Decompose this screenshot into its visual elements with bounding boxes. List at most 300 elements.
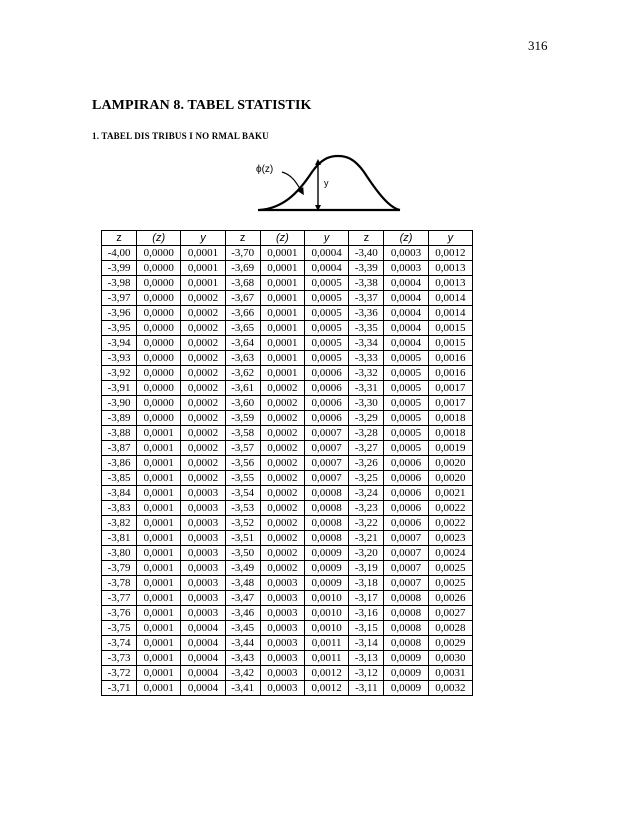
table-cell: 0,0000: [137, 336, 181, 351]
table-row: [102, 636, 473, 651]
table-row: [102, 486, 473, 501]
table-row: [102, 651, 473, 666]
table-cell: 0,0006: [384, 456, 428, 471]
table-cell: 0,0001: [137, 501, 181, 516]
table-cell: -3,54: [225, 486, 260, 501]
column-header: (z): [137, 231, 181, 246]
table-cell: 0,0004: [181, 666, 225, 681]
table-row: [102, 501, 473, 516]
table-cell: -3,61: [225, 381, 260, 396]
table-cell: 0,0006: [384, 486, 428, 501]
column-header: y: [428, 231, 472, 246]
table-row: [102, 381, 473, 396]
table-cell: 0,0009: [384, 681, 428, 696]
table-cell: -3,22: [349, 516, 384, 531]
table-cell: 0,0008: [305, 486, 349, 501]
table-cell: -3,11: [349, 681, 384, 696]
table-cell: -3,33: [349, 351, 384, 366]
table-cell: 0,0002: [260, 441, 304, 456]
table-cell: 0,0004: [384, 291, 428, 306]
table-cell: 0,0005: [384, 381, 428, 396]
table-row: [102, 246, 473, 261]
table-cell: 0,0001: [260, 246, 304, 261]
table-cell: 0,0001: [137, 621, 181, 636]
table-cell: -3,79: [102, 561, 137, 576]
table-cell: 0,0031: [428, 666, 472, 681]
table-row: [102, 531, 473, 546]
table-cell: 0,0005: [305, 351, 349, 366]
table-cell: -3,82: [102, 516, 137, 531]
table-cell: 0,0005: [384, 396, 428, 411]
table-cell: -3,17: [349, 591, 384, 606]
table-cell: 0,0000: [137, 276, 181, 291]
table-cell: 0,0016: [428, 351, 472, 366]
table-row: [102, 576, 473, 591]
table-cell: 0,0006: [305, 381, 349, 396]
table-cell: 0,0002: [181, 441, 225, 456]
table-cell: 0,0003: [260, 576, 304, 591]
normal-curve-figure: [252, 150, 402, 220]
table-cell: 0,0001: [260, 306, 304, 321]
table-cell: 0,0015: [428, 321, 472, 336]
table-cell: 0,0007: [384, 561, 428, 576]
table-cell: 0,0003: [260, 636, 304, 651]
table-cell: 0,0011: [305, 636, 349, 651]
table-cell: 0,0003: [181, 516, 225, 531]
table-cell: 0,0005: [384, 411, 428, 426]
table-cell: 0,0006: [305, 396, 349, 411]
table-cell: 0,0009: [384, 651, 428, 666]
table-cell: 0,0007: [384, 576, 428, 591]
table-cell: -3,19: [349, 561, 384, 576]
table-cell: 0,0025: [428, 576, 472, 591]
phi-label: ϕ(z): [256, 164, 274, 175]
table-cell: -3,65: [225, 321, 260, 336]
table-cell: 0,0002: [260, 396, 304, 411]
table-cell: 0,0009: [305, 546, 349, 561]
column-header: z: [349, 231, 384, 246]
table-cell: -3,28: [349, 426, 384, 441]
table-cell: 0,0008: [384, 606, 428, 621]
table-row: [102, 411, 473, 426]
table-cell: -3,83: [102, 501, 137, 516]
table-row: [102, 306, 473, 321]
table-cell: 0,0004: [181, 681, 225, 696]
table-cell: 0,0008: [305, 501, 349, 516]
table-cell: -3,21: [349, 531, 384, 546]
table-cell: 0,0005: [305, 276, 349, 291]
table-cell: 0,0008: [384, 621, 428, 636]
table-cell: 0,0001: [137, 546, 181, 561]
table-cell: 0,0005: [305, 306, 349, 321]
table-cell: 0,0005: [384, 426, 428, 441]
column-header: z: [102, 231, 137, 246]
table-header-row: [102, 231, 473, 246]
table-cell: 0,0003: [260, 606, 304, 621]
table-cell: 0,0023: [428, 531, 472, 546]
table-cell: -3,20: [349, 546, 384, 561]
table-cell: -3,47: [225, 591, 260, 606]
table-cell: -3,89: [102, 411, 137, 426]
table-cell: 0,0001: [260, 276, 304, 291]
table-cell: -3,73: [102, 651, 137, 666]
table-cell: 0,0004: [305, 261, 349, 276]
table-cell: 0,0001: [137, 576, 181, 591]
table-cell: 0,0001: [260, 351, 304, 366]
table-cell: 0,0002: [260, 426, 304, 441]
table-cell: 0,0000: [137, 411, 181, 426]
table-cell: -3,23: [349, 501, 384, 516]
table-cell: 0,0001: [137, 651, 181, 666]
table-cell: -3,41: [225, 681, 260, 696]
table-cell: 0,0011: [305, 651, 349, 666]
table-cell: -3,29: [349, 411, 384, 426]
table-cell: 0,0007: [305, 441, 349, 456]
table-cell: 0,0001: [137, 426, 181, 441]
table-cell: -3,64: [225, 336, 260, 351]
table-cell: 0,0003: [181, 531, 225, 546]
table-cell: -3,25: [349, 471, 384, 486]
column-header: (z): [384, 231, 428, 246]
table-cell: 0,0002: [181, 456, 225, 471]
table-cell: 0,0005: [384, 366, 428, 381]
table-cell: 0,0002: [181, 321, 225, 336]
table-cell: 0,0004: [305, 246, 349, 261]
table-cell: 0,0002: [260, 456, 304, 471]
table-cell: -3,59: [225, 411, 260, 426]
table-cell: 0,0010: [305, 591, 349, 606]
table-cell: -3,13: [349, 651, 384, 666]
table-cell: 0,0008: [384, 636, 428, 651]
table-cell: 0,0016: [428, 366, 472, 381]
table-cell: 0,0002: [181, 381, 225, 396]
table-cell: 0,0001: [137, 471, 181, 486]
table-cell: 0,0012: [305, 666, 349, 681]
table-cell: 0,0000: [137, 381, 181, 396]
table-cell: -3,45: [225, 621, 260, 636]
table-cell: 0,0008: [305, 531, 349, 546]
table-cell: 0,0008: [384, 591, 428, 606]
table-cell: 0,0001: [181, 276, 225, 291]
table-cell: -3,86: [102, 456, 137, 471]
table-cell: 0,0028: [428, 621, 472, 636]
table-cell: 0,0003: [181, 606, 225, 621]
table-row: [102, 561, 473, 576]
table-cell: 0,0001: [137, 516, 181, 531]
table-row: [102, 321, 473, 336]
table-cell: -3,26: [349, 456, 384, 471]
table-cell: 0,0003: [181, 591, 225, 606]
table-cell: 0,0006: [384, 516, 428, 531]
table-cell: -3,30: [349, 396, 384, 411]
table-cell: 0,0002: [181, 396, 225, 411]
table-cell: 0,0013: [428, 261, 472, 276]
table-cell: -3,16: [349, 606, 384, 621]
table-cell: -3,74: [102, 636, 137, 651]
table-cell: 0,0021: [428, 486, 472, 501]
table-cell: 0,0002: [181, 291, 225, 306]
table-cell: -3,90: [102, 396, 137, 411]
table-row: [102, 621, 473, 636]
table-cell: -3,95: [102, 321, 137, 336]
table-cell: -3,42: [225, 666, 260, 681]
table-row: [102, 471, 473, 486]
table-cell: 0,0004: [181, 621, 225, 636]
table-cell: 0,0001: [137, 591, 181, 606]
table-cell: 0,0001: [260, 321, 304, 336]
table-cell: -3,60: [225, 396, 260, 411]
y-label: y: [324, 178, 329, 188]
table-cell: 0,0001: [137, 441, 181, 456]
table-cell: 0,0004: [384, 306, 428, 321]
bell-curve: [260, 156, 400, 210]
table-cell: -3,72: [102, 666, 137, 681]
table-cell: 0,0001: [260, 336, 304, 351]
table-cell: -3,62: [225, 366, 260, 381]
table-cell: -3,85: [102, 471, 137, 486]
table-cell: 0,0010: [305, 606, 349, 621]
table-cell: 0,0000: [137, 396, 181, 411]
table-cell: -3,43: [225, 651, 260, 666]
table-cell: 0,0003: [181, 576, 225, 591]
table-cell: -3,68: [225, 276, 260, 291]
table-cell: 0,0000: [137, 321, 181, 336]
table-cell: 0,0001: [137, 486, 181, 501]
table-cell: -3,39: [349, 261, 384, 276]
table-cell: -3,57: [225, 441, 260, 456]
table-cell: 0,0006: [384, 501, 428, 516]
table-cell: -3,53: [225, 501, 260, 516]
table-cell: 0,0002: [181, 306, 225, 321]
table-cell: 0,0005: [305, 336, 349, 351]
table-cell: 0,0000: [137, 306, 181, 321]
normal-curve-svg: [252, 150, 402, 220]
table-cell: 0,0002: [260, 471, 304, 486]
table-cell: -3,63: [225, 351, 260, 366]
table-cell: 0,0005: [384, 351, 428, 366]
table-cell: 0,0026: [428, 591, 472, 606]
table-cell: 0,0000: [137, 351, 181, 366]
table-cell: -3,27: [349, 441, 384, 456]
table-cell: 0,0018: [428, 426, 472, 441]
table-cell: 0,0001: [137, 456, 181, 471]
table-cell: -3,55: [225, 471, 260, 486]
table-cell: 0,0007: [384, 546, 428, 561]
table-body: [102, 246, 473, 696]
table-cell: 0,0001: [181, 261, 225, 276]
table-cell: 0,0002: [260, 381, 304, 396]
table-cell: -3,31: [349, 381, 384, 396]
table-cell: 0,0002: [260, 411, 304, 426]
page-heading: LAMPIRAN 8. TABEL STATISTIK: [92, 98, 312, 113]
standard-normal-table: [101, 230, 473, 696]
table-cell: 0,0002: [260, 486, 304, 501]
table-row: [102, 261, 473, 276]
table-row: [102, 336, 473, 351]
table-cell: 0,0002: [181, 351, 225, 366]
table-cell: 0,0000: [137, 261, 181, 276]
table-cell: -3,36: [349, 306, 384, 321]
table-cell: 0,0003: [181, 546, 225, 561]
table-cell: 0,0014: [428, 306, 472, 321]
table-cell: 0,0018: [428, 411, 472, 426]
table-row: [102, 276, 473, 291]
table-cell: 0,0007: [305, 456, 349, 471]
table-cell: 0,0009: [384, 666, 428, 681]
table-cell: -3,96: [102, 306, 137, 321]
table-row: [102, 666, 473, 681]
table-cell: 0,0003: [260, 621, 304, 636]
table-cell: 0,0002: [260, 501, 304, 516]
table-cell: 0,0004: [181, 636, 225, 651]
table-row: [102, 546, 473, 561]
table-cell: -3,78: [102, 576, 137, 591]
table-cell: 0,0024: [428, 546, 472, 561]
table-cell: -3,56: [225, 456, 260, 471]
table-cell: -3,58: [225, 426, 260, 441]
table-cell: 0,0007: [384, 531, 428, 546]
table-row: [102, 351, 473, 366]
table-cell: -3,99: [102, 261, 137, 276]
table-row: [102, 516, 473, 531]
table-cell: -3,35: [349, 321, 384, 336]
table-cell: 0,0020: [428, 456, 472, 471]
table-cell: 0,0009: [305, 561, 349, 576]
table-cell: -3,48: [225, 576, 260, 591]
table-cell: -3,24: [349, 486, 384, 501]
table-cell: -3,75: [102, 621, 137, 636]
table-cell: 0,0002: [260, 516, 304, 531]
page-number: 316: [528, 38, 548, 53]
table-cell: 0,0012: [428, 246, 472, 261]
table-cell: -3,40: [349, 246, 384, 261]
table-cell: -3,52: [225, 516, 260, 531]
table-row: [102, 606, 473, 621]
table-cell: 0,0007: [305, 471, 349, 486]
table-cell: 0,0020: [428, 471, 472, 486]
table-cell: -3,76: [102, 606, 137, 621]
table-cell: -3,67: [225, 291, 260, 306]
table-cell: 0,0001: [137, 636, 181, 651]
table-cell: 0,0003: [181, 501, 225, 516]
table-cell: 0,0003: [384, 261, 428, 276]
column-header: z: [225, 231, 260, 246]
table-cell: -3,92: [102, 366, 137, 381]
table-cell: 0,0010: [305, 621, 349, 636]
table-cell: -3,94: [102, 336, 137, 351]
table-cell: 0,0000: [137, 246, 181, 261]
table-cell: 0,0003: [384, 246, 428, 261]
table-row: [102, 426, 473, 441]
table-cell: -3,38: [349, 276, 384, 291]
table-cell: -3,80: [102, 546, 137, 561]
table-cell: -3,81: [102, 531, 137, 546]
table-cell: 0,0008: [305, 516, 349, 531]
table-cell: 0,0002: [260, 531, 304, 546]
table-cell: 0,0017: [428, 381, 472, 396]
column-header: y: [305, 231, 349, 246]
table-cell: -3,98: [102, 276, 137, 291]
table-cell: 0,0007: [305, 426, 349, 441]
table-cell: 0,0003: [260, 681, 304, 696]
table-cell: 0,0002: [260, 561, 304, 576]
table-cell: -3,44: [225, 636, 260, 651]
table-row: [102, 456, 473, 471]
table-cell: -3,66: [225, 306, 260, 321]
table-row: [102, 591, 473, 606]
table-cell: 0,0003: [260, 591, 304, 606]
table-cell: 0,0013: [428, 276, 472, 291]
table-cell: 0,0001: [137, 666, 181, 681]
table-cell: 0,0006: [384, 471, 428, 486]
table-cell: -3,12: [349, 666, 384, 681]
table-cell: -3,87: [102, 441, 137, 456]
table-cell: 0,0003: [260, 651, 304, 666]
table-cell: 0,0025: [428, 561, 472, 576]
table-cell: -3,18: [349, 576, 384, 591]
table-cell: -4,00: [102, 246, 137, 261]
table-cell: -3,50: [225, 546, 260, 561]
table-cell: 0,0002: [181, 426, 225, 441]
table-cell: -3,37: [349, 291, 384, 306]
table-cell: 0,0002: [260, 546, 304, 561]
table-cell: 0,0004: [384, 321, 428, 336]
column-header: (z): [260, 231, 304, 246]
table-cell: -3,88: [102, 426, 137, 441]
table-cell: -3,93: [102, 351, 137, 366]
table-cell: 0,0003: [260, 666, 304, 681]
table-cell: 0,0030: [428, 651, 472, 666]
table-cell: -3,32: [349, 366, 384, 381]
table-cell: 0,0017: [428, 396, 472, 411]
table-cell: 0,0002: [181, 336, 225, 351]
table-cell: 0,0001: [137, 531, 181, 546]
table-cell: 0,0002: [181, 471, 225, 486]
table-cell: 0,0004: [181, 651, 225, 666]
table-cell: -3,69: [225, 261, 260, 276]
table-cell: 0,0000: [137, 366, 181, 381]
table-row: [102, 366, 473, 381]
table-cell: 0,0005: [384, 441, 428, 456]
table-cell: 0,0015: [428, 336, 472, 351]
table-cell: -3,70: [225, 246, 260, 261]
table-cell: -3,49: [225, 561, 260, 576]
table-cell: 0,0004: [384, 336, 428, 351]
table-cell: 0,0003: [181, 486, 225, 501]
table-cell: -3,15: [349, 621, 384, 636]
table-cell: -3,34: [349, 336, 384, 351]
table-row: [102, 681, 473, 696]
table-subheading: 1. TABEL DIS TRIBUS I NO RMAL BAKU: [92, 131, 269, 141]
table-cell: 0,0009: [305, 576, 349, 591]
table-row: [102, 441, 473, 456]
table-cell: -3,46: [225, 606, 260, 621]
table-cell: 0,0001: [260, 366, 304, 381]
table-cell: -3,71: [102, 681, 137, 696]
table-cell: 0,0005: [305, 291, 349, 306]
table-cell: 0,0002: [181, 366, 225, 381]
table-cell: 0,0012: [305, 681, 349, 696]
table-cell: 0,0002: [181, 411, 225, 426]
table-cell: 0,0004: [384, 276, 428, 291]
table-cell: 0,0027: [428, 606, 472, 621]
table-cell: 0,0005: [305, 321, 349, 336]
table-cell: -3,91: [102, 381, 137, 396]
table-cell: 0,0001: [137, 561, 181, 576]
table-row: [102, 396, 473, 411]
table-cell: 0,0001: [137, 681, 181, 696]
table-cell: 0,0022: [428, 516, 472, 531]
